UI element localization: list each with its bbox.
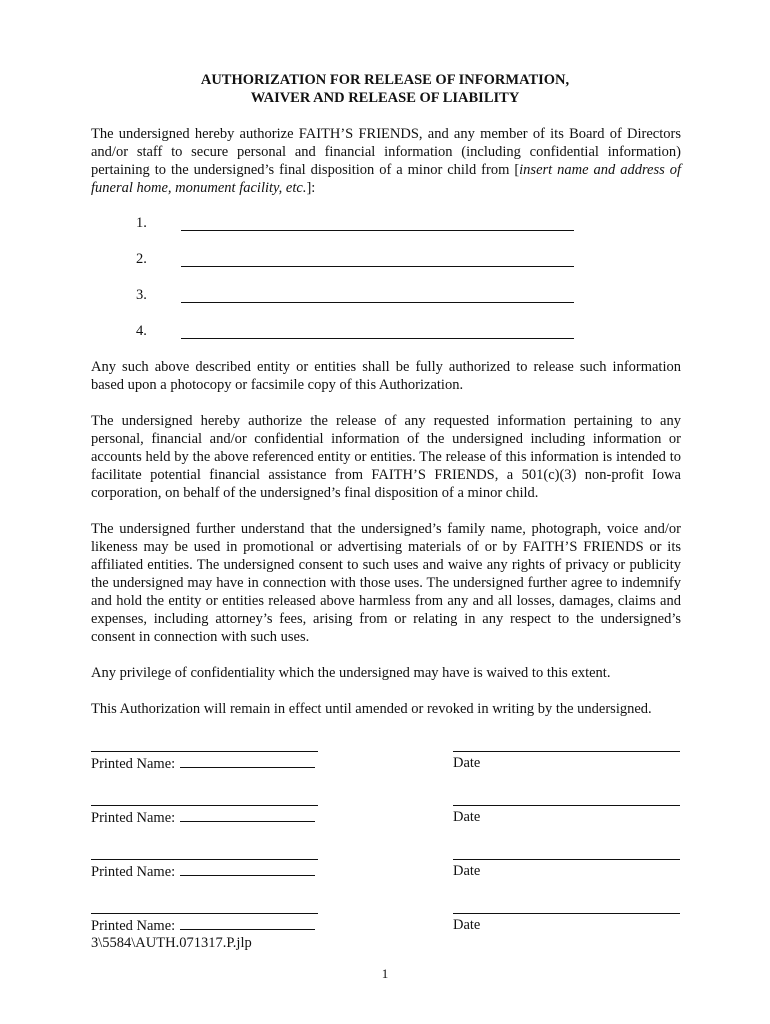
printed-name-label: Printed Name: bbox=[91, 810, 176, 826]
intro-text: The undersigned hereby authorize FAITH’S FRIENDS, and any member of its Board of Directors and/or staff to secure personal and financial information (including confidential information) pertaining to the undersigned’s final disposition of a minor child from [ bbox=[91, 126, 681, 178]
printed-name-blank[interactable] bbox=[180, 862, 315, 876]
intro-italic-text: insert name and address of funeral home, monument facility, etc. bbox=[91, 162, 681, 196]
item-number-4: 4. bbox=[136, 323, 147, 339]
title-line-1: AUTHORIZATION FOR RELEASE OF INFORMATION, bbox=[200, 72, 570, 88]
item-number-3: 3. bbox=[136, 287, 147, 303]
signature-line[interactable] bbox=[91, 844, 318, 860]
document-code: 3\5584\AUTH.071317.P.jlp bbox=[91, 935, 252, 951]
date-signature-line[interactable] bbox=[453, 736, 680, 752]
printed-name-blank[interactable] bbox=[180, 808, 315, 822]
paragraph-photocopy: Any such above described entity or entities shall be fully authorized to release such information based upon a photocopy or facsimile copy of this Authorization. bbox=[91, 359, 681, 393]
date-signature-line[interactable] bbox=[453, 844, 680, 860]
signature-line[interactable] bbox=[91, 898, 318, 914]
signature-line[interactable] bbox=[91, 790, 318, 806]
paragraph-confidentiality: Any privilege of confidentiality which the undersigned may have is waived to this extent. bbox=[91, 665, 611, 681]
date-label: Date bbox=[453, 809, 481, 825]
date-label: Date bbox=[453, 917, 481, 933]
date-signature-line[interactable] bbox=[453, 898, 680, 914]
item-blank-3[interactable] bbox=[181, 286, 574, 303]
item-number-2: 2. bbox=[136, 251, 147, 267]
printed-name-blank[interactable] bbox=[180, 916, 315, 930]
signature-line[interactable] bbox=[91, 736, 318, 752]
paragraph-effect: This Authorization will remain in effect until amended or revoked in writing by the undersigned. bbox=[91, 701, 652, 717]
item-blank-2[interactable] bbox=[181, 250, 574, 267]
date-label: Date bbox=[453, 755, 481, 771]
printed-name-row bbox=[91, 808, 315, 827]
date-label: Date bbox=[453, 863, 481, 879]
intro-paragraph bbox=[91, 125, 681, 197]
item-blank-4[interactable] bbox=[181, 322, 574, 339]
printed-name-row bbox=[91, 754, 315, 773]
printed-name-blank[interactable] bbox=[180, 754, 315, 768]
printed-name-label: Printed Name: bbox=[91, 756, 176, 772]
intro-end: ]: bbox=[306, 180, 316, 196]
date-signature-line[interactable] bbox=[453, 790, 680, 806]
page-number: 1 bbox=[381, 966, 389, 981]
title-line-2: WAIVER AND RELEASE OF LIABILITY bbox=[250, 90, 520, 106]
printed-name-label: Printed Name: bbox=[91, 918, 176, 934]
printed-name-label: Printed Name: bbox=[91, 864, 176, 880]
paragraph-release: The undersigned hereby authorize the release of any requested information pertaining to any personal, financial and/or confidential information of the undersigned including information or accounts held by the above referenced entity or entities. The release of this information is intended to facilitate potential financial assistance from FAITH’S FRIENDS, a 501(c)(3) non-profit Iowa corporation, on behalf of the undersigned’s final disposition of a minor child. bbox=[91, 413, 681, 501]
item-number-1: 1. bbox=[136, 215, 147, 231]
printed-name-row bbox=[91, 916, 315, 935]
paragraph-likeness: The undersigned further understand that the undersigned’s family name, photograph, voice and/or likeness may be used in promotional or advertising materials of or by FAITH’S FRIENDS or its affiliated entities. The undersigned consent to such uses and waive any rights of privacy or publicity the undersigned may have in connection with those uses. The undersigned further agree to indemnify and hold the entity or entities released above harmless from any and all losses, damages, claims and expenses, including attorney’s fees, arising from or relating in any respect to the undersigned’s consent in connection with such uses. bbox=[91, 521, 681, 645]
printed-name-row bbox=[91, 862, 315, 881]
item-blank-1[interactable] bbox=[181, 214, 574, 231]
